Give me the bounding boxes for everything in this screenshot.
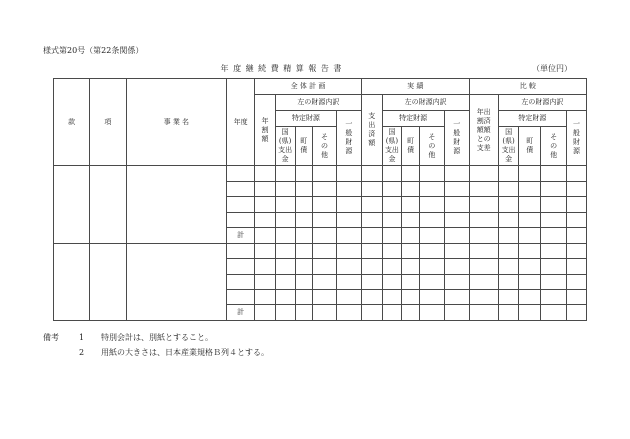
header-fiscal-year: 年度 bbox=[227, 79, 255, 166]
kan-cell[interactable] bbox=[54, 166, 90, 243]
header-town-bond-plan: 町債 bbox=[295, 126, 313, 165]
header-national-prefectural-plan: 国(県)支出金 bbox=[275, 126, 295, 165]
header-other-actual: その他 bbox=[419, 126, 444, 165]
header-general-funds-comparison: 一般財源 bbox=[567, 110, 587, 165]
year-cell[interactable] bbox=[227, 181, 255, 196]
document-title: 年 度 継 続 費 精 算 報 告 書 bbox=[220, 64, 342, 73]
header-expended-amount: 支出済額 bbox=[361, 94, 382, 165]
header-general-funds-actual: 一般財源 bbox=[444, 110, 469, 165]
header-funding-breakdown-plan: 左の財源内訳 bbox=[275, 94, 361, 110]
header-kou: 項 bbox=[90, 79, 126, 166]
notes-section bbox=[43, 330, 269, 360]
kou-cell[interactable] bbox=[90, 166, 126, 243]
header-other-plan: その他 bbox=[313, 126, 337, 165]
header-comparison: 比 較 bbox=[469, 79, 586, 95]
settlement-report-table bbox=[53, 78, 587, 321]
header-funding-breakdown-comparison: 左の財源内訳 bbox=[498, 94, 586, 110]
header-specific-funds-comparison: 特定財源 bbox=[498, 110, 566, 126]
header-annual-allotment: 年割額 bbox=[255, 94, 276, 165]
year-cell[interactable] bbox=[227, 197, 255, 212]
header-town-bond-comparison: 町債 bbox=[519, 126, 541, 165]
note-number: 2 bbox=[79, 348, 85, 357]
year-cell[interactable] bbox=[227, 243, 255, 258]
notes-label: 備考 bbox=[43, 333, 59, 342]
kan-cell[interactable] bbox=[54, 243, 90, 320]
year-cell[interactable] bbox=[227, 259, 255, 274]
note-number: 1 bbox=[79, 333, 85, 342]
total-label: 計 bbox=[227, 305, 255, 321]
header-overall-plan: 全 体 計 画 bbox=[255, 79, 362, 95]
form-number-label: 様式第20号（第22条関係） bbox=[43, 46, 144, 55]
year-cell[interactable] bbox=[227, 274, 255, 289]
header-other-comparison: その他 bbox=[541, 126, 567, 165]
header-town-bond-actual: 町債 bbox=[402, 126, 420, 165]
header-specific-funds-actual: 特定財源 bbox=[382, 110, 444, 126]
header-national-prefectural-actual: 国(県)支出金 bbox=[382, 126, 402, 165]
header-project-name: 事 業 名 bbox=[126, 79, 227, 166]
table-row bbox=[54, 243, 587, 258]
header-national-prefectural-comparison: 国(県)支出金 bbox=[498, 126, 519, 165]
year-cell[interactable] bbox=[227, 290, 255, 305]
header-kan: 款 bbox=[54, 79, 90, 166]
kou-cell[interactable] bbox=[90, 243, 126, 320]
project-name-cell[interactable] bbox=[126, 243, 227, 320]
header-actual-results: 実 績 bbox=[361, 79, 469, 95]
note-item bbox=[43, 330, 269, 345]
table-row bbox=[54, 166, 587, 181]
header-funding-breakdown-actual: 左の財源内訳 bbox=[382, 94, 469, 110]
year-cell[interactable] bbox=[227, 166, 255, 181]
header-general-funds-plan: 一般財源 bbox=[336, 110, 361, 165]
note-text: 特別会計は、別紙とすること。 bbox=[101, 333, 213, 342]
note-text: 用紙の大きさは、日本産業規格Ｂ列４とする。 bbox=[101, 348, 269, 357]
year-cell[interactable] bbox=[227, 212, 255, 227]
header-difference: 年出割済額額との支差 bbox=[469, 94, 498, 165]
project-name-cell[interactable] bbox=[126, 166, 227, 243]
total-label: 計 bbox=[227, 228, 255, 243]
note-item bbox=[43, 345, 269, 360]
header-specific-funds-plan: 特定財源 bbox=[275, 110, 336, 126]
unit-label: （単位円） bbox=[532, 64, 572, 73]
